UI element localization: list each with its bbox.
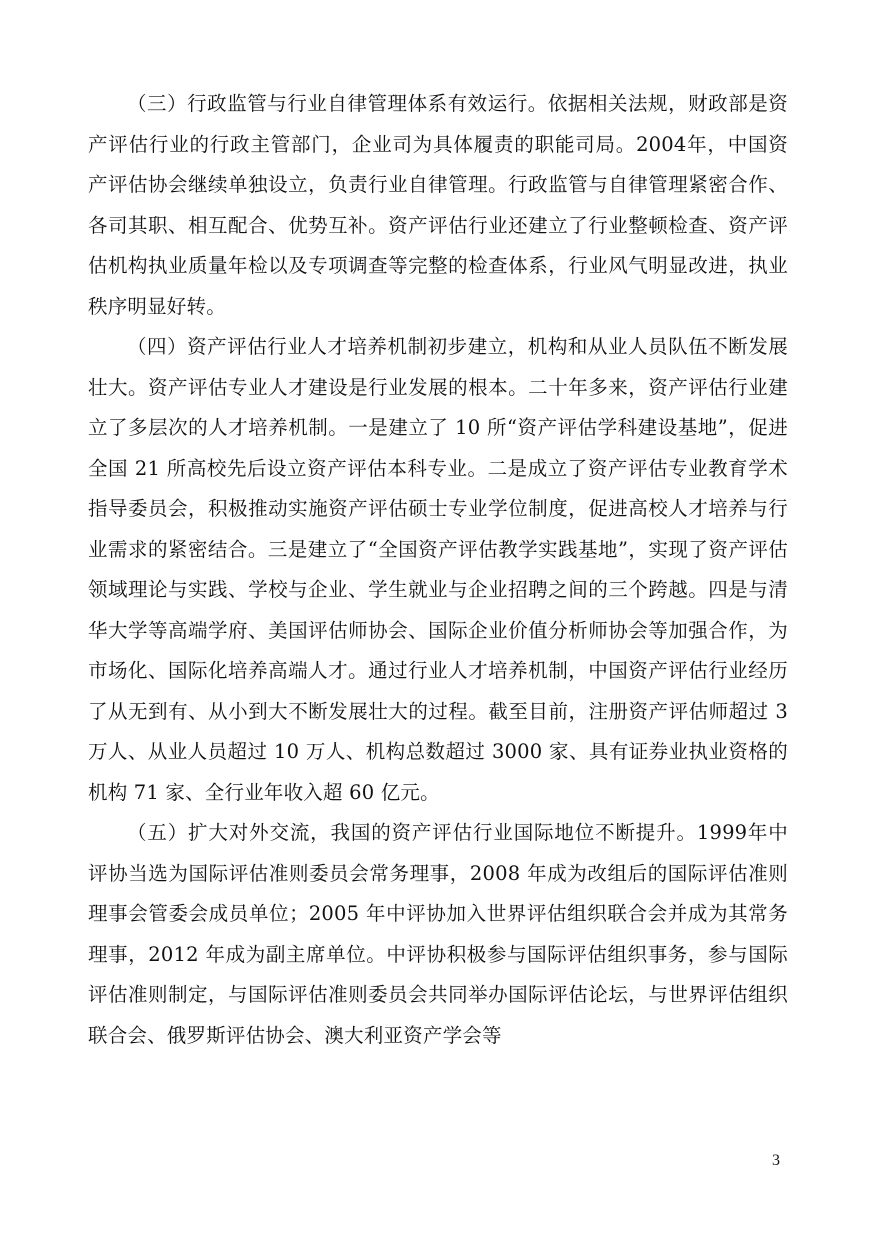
paragraph-regulatory-system: （三）行政监管与行业自律管理体系有效运行。依据相关法规，财政部是资产评估行业的行政主管部门，企业司为具体履责的职能司局。2004年，中国资产评估协会继续单独设立，负责行业自律管理。行政监管与自律管理紧密合作、各司其职、相互配合、优势互补。资产评估行业还建立了行业整顿检查、资产评估机构执业质量年检以及专项调查等完整的检查体系，行业风气明显改进，执业秩序明显好转。 — [88, 92, 788, 318]
page-number: 3 — [772, 1152, 780, 1169]
paragraph-international-exchange: （五）扩大对外交流，我国的资产评估行业国际地位不断提升。1999年中评协当选为国际评估准则委员会常务理事，2008 年成为改组后的国际评估准则理事会管委会成员单位；2005 年中评协加入世界评估组织联合会并成为其常务理事，2012 年成为副主席单位。中评协积极参与国际评估组织事务，参与国际评估准则制定，与国际评估准则委员会共同举办国际评估论坛，与世界评估组织联合会、俄罗斯评估协会、澳大利亚资产学会等 — [88, 821, 788, 1047]
body-text — [88, 84, 788, 1056]
paragraph-talent-training: （四）资产评估行业人才培养机制初步建立，机构和从业人员队伍不断发展壮大。资产评估专业人才建设是行业发展的根本。二十年多来，资产评估行业建立了多层次的人才培养机制。一是建立了 10 所“资产评估学科建设基地”，促进全国 21 所高校先后设立资产评估本科专业。二是成立了资产评估专业教育学术指导委员会，积极推动实施资产评估硕士专业学位制度，促进高校人才培养与行业需求的紧密结合。三是建立了“全国资产评估教学实践基地”，实现了资产评估领域理论与实践、学校与企业、学生就业与企业招聘之间的三个跨越。四是与清华大学等高端学府、美国评估师协会、国际企业价值分析师协会等加强合作，为市场化、国际化培养高端人才。通过行业人才培养机制，中国资产评估行业经历了从无到有、从小到大不断发展壮大的过程。截至目前，注册资产评估师超过 3 万人、从业人员超过 10 万人、机构总数超过 3000 家、具有证券业执业资格的机构 71 家、全行业年收入超 60 亿元。 — [88, 335, 788, 804]
